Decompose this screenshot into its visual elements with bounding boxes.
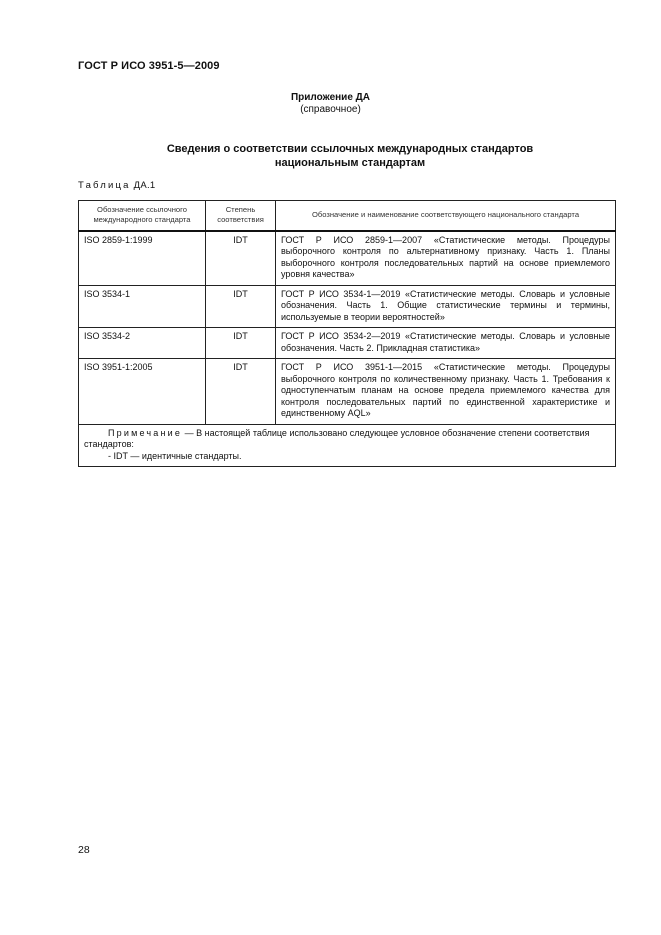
national-standard-cell: ГОСТ Р ИСО 2859-1—2007 «Статистические методы. Процедуры выборочного контроля по альтернативному признаку. Часть 1. Планы выборочного контроля последовательных партий на основе приемлемого уровня качества» (276, 231, 616, 286)
header-degree: Степень соответствия (206, 201, 276, 231)
degree-cell: IDT (206, 231, 276, 286)
national-standard-cell: ГОСТ Р ИСО 3534-1—2019 «Статистические методы. Словарь и условные обозначения. Часть 1. Общие статистические термины и термины, используемые в теории вероятностей» (276, 285, 616, 328)
annex-heading (0, 92, 661, 116)
document-code: ГОСТ Р ИСО 3951-5—2009 (78, 60, 220, 72)
header-intl-standard: Обозначение ссылочного международного стандарта (79, 201, 206, 231)
intl-standard-cell: ISO 3951-1:2005 (79, 359, 206, 425)
table-note-row (79, 424, 616, 467)
table-note (79, 424, 616, 467)
note-body: — В настоящей таблице использовано следующее условное обозначение степени соответствия стандартов: (84, 427, 590, 449)
section-title (60, 142, 640, 170)
national-standard-cell: ГОСТ Р ИСО 3534-2—2019 «Статистические методы. Словарь и условные обозначения. Часть 2. Прикладная статистика» (276, 328, 616, 359)
table-row (79, 285, 616, 328)
page-number: 28 (78, 844, 90, 856)
intl-standard-cell: ISO 3534-2 (79, 328, 206, 359)
table-header-row (79, 201, 616, 231)
annex-subtitle: (справочное) (300, 104, 361, 115)
degree-cell: IDT (206, 328, 276, 359)
annex-title: Приложение ДА (290, 92, 371, 103)
degree-cell: IDT (206, 359, 276, 425)
note-item: - IDT — идентичные стандарты. (108, 450, 242, 461)
table-caption (78, 180, 156, 191)
section-title-line-2: национальным стандартам (274, 157, 426, 169)
table-caption-number: ДА.1 (133, 180, 156, 191)
degree-cell: IDT (206, 285, 276, 328)
note-label: Примечание (108, 427, 183, 438)
section-title-line-1: Сведения о соответствии ссылочных международных стандартов (166, 143, 534, 155)
table-row (79, 328, 616, 359)
intl-standard-cell: ISO 2859-1:1999 (79, 231, 206, 286)
header-national-standard: Обозначение и наименование соответствующего национального стандарта (276, 201, 616, 231)
table-row (79, 359, 616, 425)
table-row (79, 231, 616, 286)
intl-standard-cell: ISO 3534-1 (79, 285, 206, 328)
note-text (84, 428, 610, 451)
standards-correspondence-table (78, 200, 616, 467)
national-standard-cell: ГОСТ Р ИСО 3951-1—2015 «Статистические методы. Процедуры выборочного контроля по количественному признаку. Часть 1. Требования к одноступенчатым планам на основе предела приемлемого качества для контроля последовательных партий по единственной характеристике и единственному AQL» (276, 359, 616, 425)
table-caption-label: Таблица (78, 180, 131, 191)
